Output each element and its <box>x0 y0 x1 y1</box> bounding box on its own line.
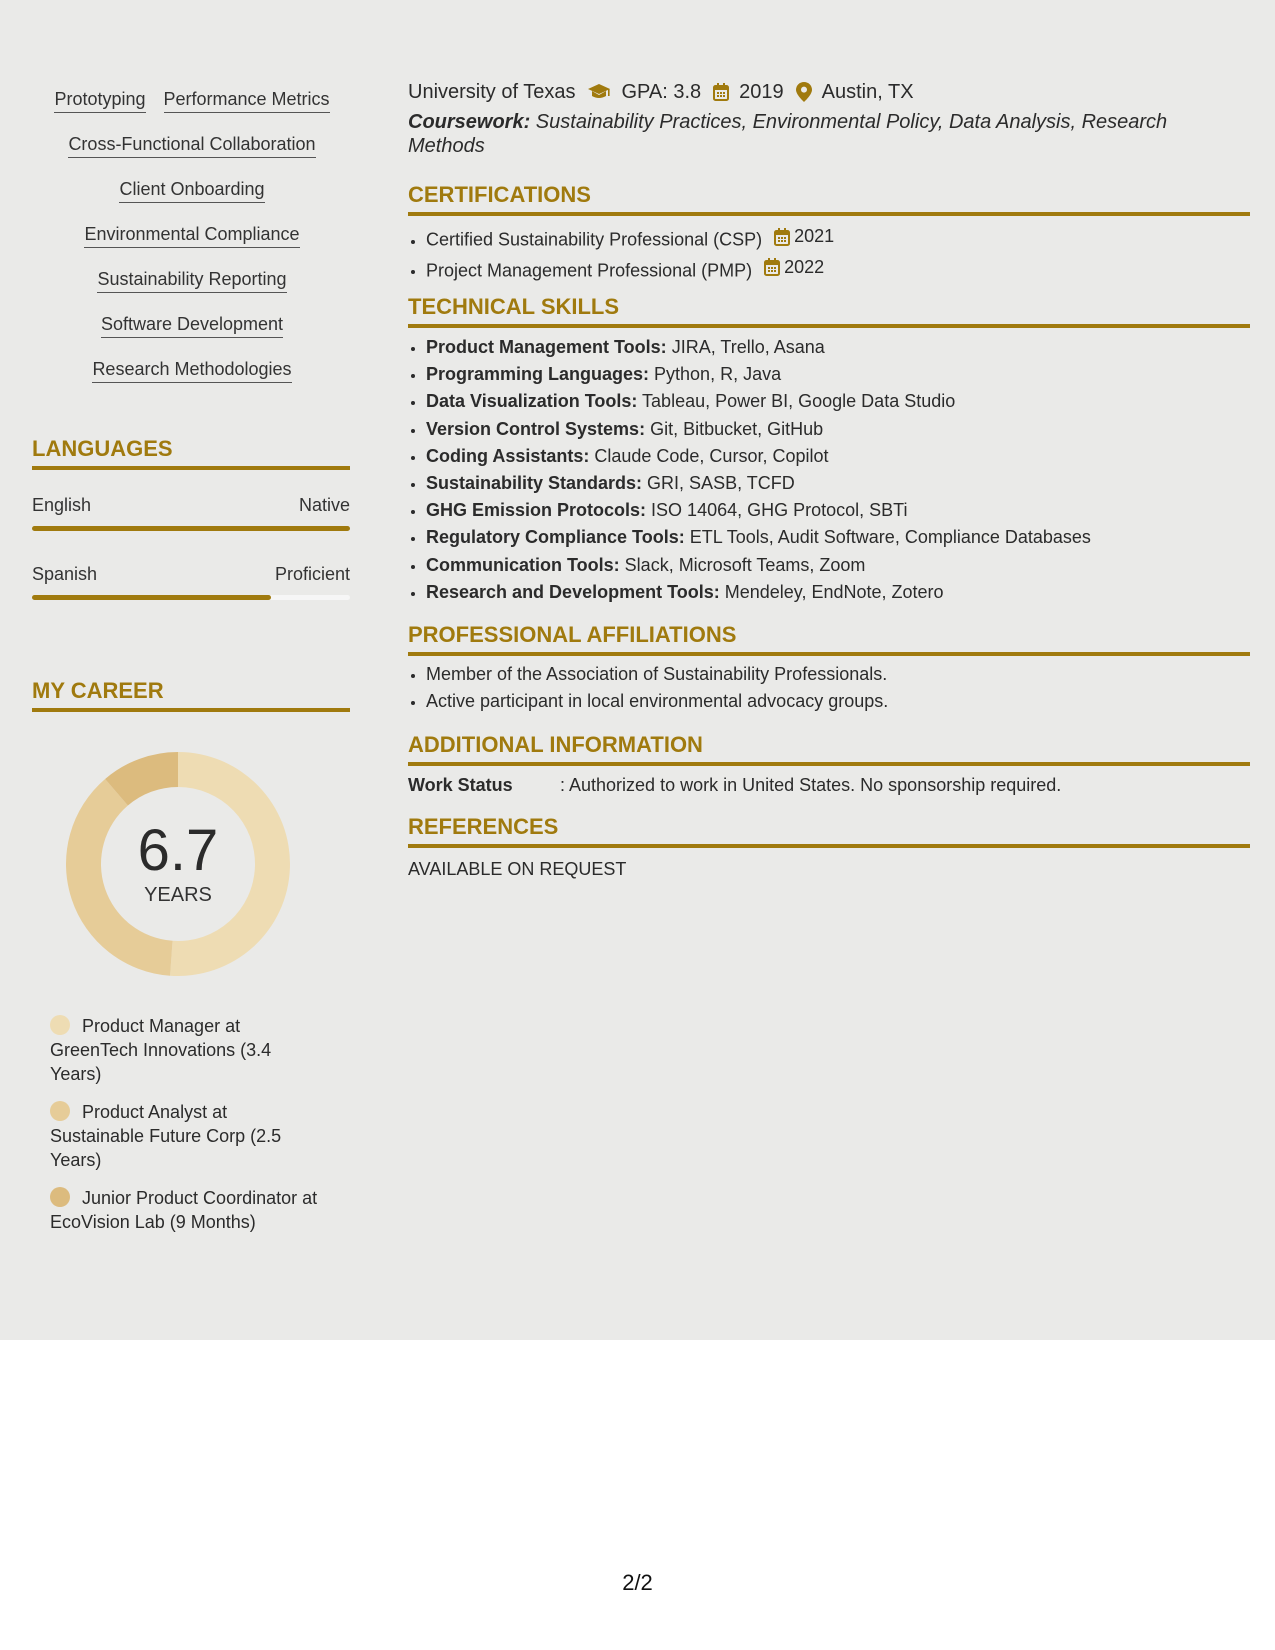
legend-item <box>50 1014 320 1086</box>
skill-values: Python, R, Java <box>649 364 782 385</box>
language-level: Native <box>298 495 350 515</box>
language-level: Proficient <box>274 564 350 584</box>
technical-skills-heading: TECHNICAL SKILLS <box>408 294 1250 328</box>
skill-values: ETL Tools, Audit Software, Compliance Databases <box>684 527 1091 548</box>
skill-tag-row <box>32 176 352 221</box>
certifications-heading: CERTIFICATIONS <box>408 182 1250 216</box>
language-bar <box>32 526 350 531</box>
affiliations-heading: PROFESSIONAL AFFILIATIONS <box>408 622 1250 656</box>
technical-skills-list <box>408 334 1091 606</box>
references-heading: REFERENCES <box>408 814 1250 848</box>
list-item <box>426 361 1091 388</box>
career-heading: MY CAREER <box>32 678 350 712</box>
list-item <box>426 443 1091 470</box>
skill-tag-row <box>32 221 352 266</box>
skill-category: Data Visualization Tools: <box>426 391 638 412</box>
list-item <box>426 334 1091 361</box>
location-pin-icon <box>796 82 812 102</box>
graduation-year: 2019 <box>739 81 784 103</box>
list-item <box>426 552 1091 579</box>
list-item <box>426 579 1091 606</box>
skill-tags <box>32 86 352 401</box>
skill-tag-row <box>32 86 352 131</box>
language-spanish <box>32 563 350 600</box>
list-item <box>426 416 1091 443</box>
skill-tag: Prototyping <box>54 86 145 113</box>
legend-label: Product Analyst at Sustainable Future Corp (2.5 Years) <box>50 1102 282 1170</box>
language-bar-fill <box>32 526 350 531</box>
skill-category: Version Control Systems: <box>426 418 646 439</box>
list-item <box>426 470 1091 497</box>
certification-year: 2021 <box>794 226 835 246</box>
calendar-icon <box>774 228 790 246</box>
certifications-list <box>408 223 834 285</box>
skill-values: ISO 14064, GHG Protocol, SBTi <box>646 500 908 521</box>
skill-tag-row <box>32 131 352 176</box>
skill-tag-row <box>32 311 352 356</box>
language-name: Spanish <box>32 564 98 584</box>
skill-category: Sustainability Standards: <box>426 473 643 494</box>
legend-label: Junior Product Coordinator at EcoVision Lab (9 Months) <box>50 1188 318 1232</box>
language-bar <box>32 595 350 600</box>
references-text: AVAILABLE ON REQUEST <box>408 859 627 879</box>
list-item <box>426 524 1091 551</box>
certification-year: 2022 <box>784 256 825 277</box>
skill-category: GHG Emission Protocols: <box>426 500 647 521</box>
affiliations-list <box>408 661 888 715</box>
coursework-label: Coursework: <box>408 111 531 133</box>
skill-tag: Environmental Compliance <box>84 221 299 248</box>
skill-values: GRI, SASB, TCFD <box>642 473 795 494</box>
skill-values: Mendeley, EndNote, Zotero <box>719 581 944 602</box>
skill-values: Claude Code, Cursor, Copilot <box>589 445 829 466</box>
certification-name: Certified Sustainability Professional (CSP) <box>426 229 763 250</box>
list-item <box>426 223 834 254</box>
list-item <box>426 254 834 285</box>
skill-category: Coding Assistants: <box>426 445 590 466</box>
list-item <box>426 388 1091 415</box>
work-status-label: Work Status <box>408 775 513 795</box>
education-line <box>408 79 914 105</box>
skill-tag: Software Development <box>101 311 283 338</box>
school-location: Austin, TX <box>821 81 914 103</box>
career-legend <box>50 1014 320 1248</box>
work-status <box>408 774 1061 796</box>
calendar-icon <box>764 258 780 276</box>
legend-label: Product Manager at GreenTech Innovations (3.4 Years) <box>50 1016 272 1084</box>
career-total: 6.7 <box>137 818 219 883</box>
certification-name: Project Management Professional (PMP) <box>426 260 753 281</box>
skill-values: Slack, Microsoft Teams, Zoom <box>619 554 866 575</box>
skill-category: Research and Development Tools: <box>426 581 720 602</box>
legend-item <box>50 1100 320 1172</box>
skill-tag-row <box>32 356 352 401</box>
legend-dot <box>50 1015 70 1035</box>
page-number: 2/2 <box>622 1570 653 1595</box>
skill-values: Git, Bitbucket, GitHub <box>645 418 824 439</box>
skill-tag: Client Onboarding <box>119 176 264 203</box>
skill-tag: Research Methodologies <box>92 356 291 383</box>
skill-category: Regulatory Compliance Tools: <box>426 527 685 548</box>
list-item: • Member of the Association of Sustainability Professionals. <box>426 661 888 688</box>
additional-info-heading: ADDITIONAL INFORMATION <box>408 732 1250 766</box>
career-donut <box>66 752 290 976</box>
legend-dot <box>50 1187 70 1207</box>
calendar-icon <box>713 83 729 101</box>
skill-category: Programming Languages: <box>426 364 650 385</box>
skill-values: Tableau, Power BI, Google Data Studio <box>637 391 956 412</box>
language-english <box>32 494 350 531</box>
work-status-value: : Authorized to work in United States. No sponsorship required. <box>560 775 1062 795</box>
coursework <box>408 110 1188 158</box>
graduation-cap-icon <box>587 83 611 101</box>
coursework-list: Sustainability Practices, Environmental Policy, Data Analysis, Research Methods <box>408 111 1168 157</box>
language-bar-fill <box>32 595 271 600</box>
skill-tag: Sustainability Reporting <box>97 266 286 293</box>
skill-category: Communication Tools: <box>426 554 620 575</box>
language-name: English <box>32 495 92 515</box>
career-unit: YEARS <box>144 884 212 906</box>
school-name: University of Texas <box>408 81 576 103</box>
legend-item <box>50 1186 320 1234</box>
list-item <box>426 497 1091 524</box>
skill-tag-row <box>32 266 352 311</box>
skill-tag: Cross-Functional Collaboration <box>68 131 315 158</box>
skill-category: Product Management Tools: <box>426 337 667 357</box>
list-item: • Active participant in local environmental advocacy groups. <box>426 688 888 715</box>
languages-heading: LANGUAGES <box>32 436 350 470</box>
skill-tag: Performance Metrics <box>164 86 330 113</box>
legend-dot <box>50 1101 70 1121</box>
gpa: GPA: 3.8 <box>621 81 702 103</box>
skill-values: JIRA, Trello, Asana <box>666 337 825 357</box>
